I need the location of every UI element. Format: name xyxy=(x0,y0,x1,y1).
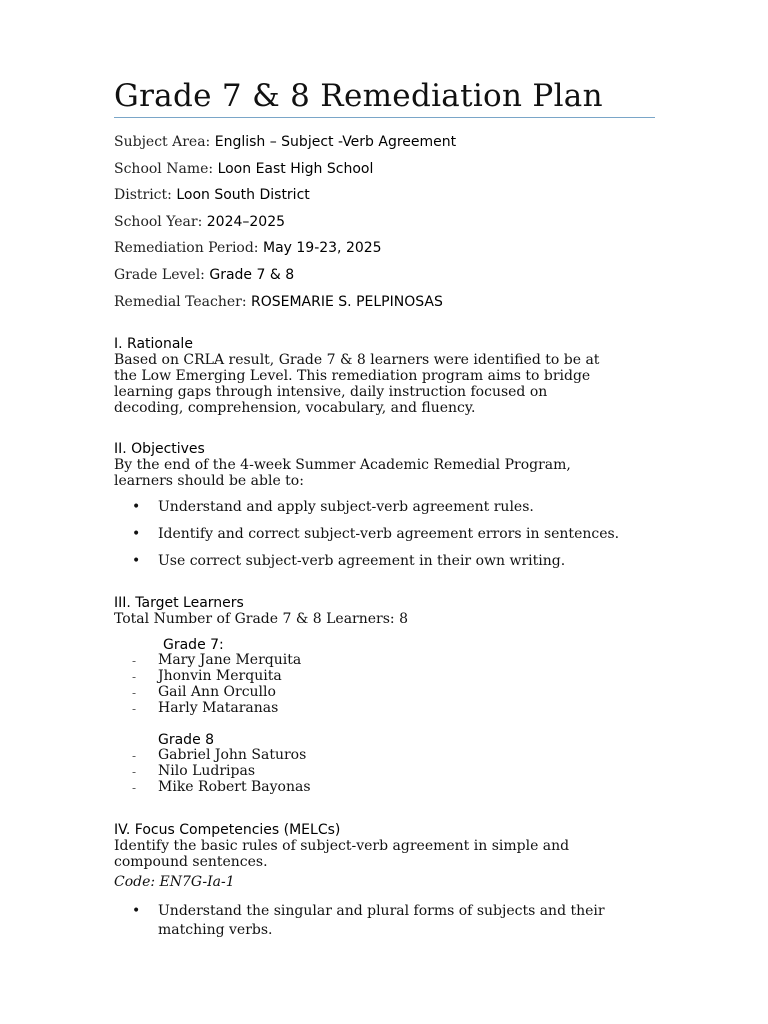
list-dash: - xyxy=(132,702,137,716)
rationale-paragraph xyxy=(114,352,659,416)
learner-name: Jhonvin Merquita xyxy=(158,668,282,684)
field-district xyxy=(114,187,310,203)
paragraph-line: the Low Emerging Level. This remediation program aims to bridge xyxy=(114,368,591,384)
bullet-text-line: matching verbs. xyxy=(158,922,273,938)
bullet-marker: • xyxy=(132,499,141,515)
field-value: Grade 7 & 8 xyxy=(209,267,295,283)
learner-name: Harly Mataranas xyxy=(158,700,279,716)
field-school-year xyxy=(114,214,285,230)
field-label: Grade Level: xyxy=(114,267,205,283)
list-dash: - xyxy=(132,654,137,668)
learner-name: Mary Jane Merquita xyxy=(158,652,302,668)
field-school-name xyxy=(114,161,373,177)
list-dash: - xyxy=(132,686,137,700)
field-label: School Name: xyxy=(114,161,214,177)
title-underline xyxy=(114,117,655,118)
field-value: 2024–2025 xyxy=(206,214,286,230)
learner-name: Nilo Ludripas xyxy=(158,763,256,779)
competencies-paragraph xyxy=(114,838,659,870)
learner-name: Mike Robert Bayonas xyxy=(158,779,311,795)
bullet-text: Understand and apply subject-verb agreement rules. xyxy=(158,499,534,515)
paragraph-line: learning gaps through intensive, daily instruction focused on xyxy=(114,384,548,400)
field-grade-level xyxy=(114,267,294,283)
field-remediation-period xyxy=(114,240,382,256)
field-label: School Year: xyxy=(114,214,203,230)
list-dash: - xyxy=(132,781,137,795)
grade8-label: Grade 8 xyxy=(158,732,215,748)
document-title: Grade 7 & 8 Remediation Plan xyxy=(114,78,603,114)
bullet-marker: • xyxy=(132,903,141,919)
competency-code: Code: EN7G-Ia-1 xyxy=(114,874,235,890)
paragraph-line: Identify the basic rules of subject-verb agreement in simple and xyxy=(114,838,570,854)
paragraph-line: Based on CRLA result, Grade 7 & 8 learners were identified to be at xyxy=(114,352,600,368)
list-dash: - xyxy=(132,765,137,779)
bullet-text: Identify and correct subject-verb agreement errors in sentences. xyxy=(158,526,620,542)
learner-name: Gail Ann Orcullo xyxy=(158,684,276,700)
list-dash: - xyxy=(132,670,137,684)
bullet-text xyxy=(158,902,658,940)
bullet-text: Use correct subject-verb agreement in their own writing. xyxy=(158,553,566,569)
field-label: District: xyxy=(114,187,172,203)
paragraph-line: compound sentences. xyxy=(114,854,268,870)
field-value: ROSEMARIE S. PELPINOSAS xyxy=(251,294,443,310)
learner-name: Gabriel John Saturos xyxy=(158,747,307,763)
bullet-text-line: Understand the singular and plural forms of subjects and their xyxy=(158,903,605,919)
grade7-label: Grade 7: xyxy=(163,637,224,653)
bullet-marker: • xyxy=(132,553,141,569)
field-subject-area xyxy=(114,134,456,150)
paragraph-line: decoding, comprehension, vocabulary, and fluency. xyxy=(114,400,476,416)
field-value: May 19-23, 2025 xyxy=(262,240,382,256)
paragraph-line: learners should be able to: xyxy=(114,473,304,489)
field-label: Subject Area: xyxy=(114,134,211,150)
field-value: Loon East High School xyxy=(217,161,374,177)
section-heading-target-learners: III. Target Learners xyxy=(114,595,244,611)
learners-total: Total Number of Grade 7 & 8 Learners: 8 xyxy=(114,611,408,627)
section-heading-objectives: II. Objectives xyxy=(114,441,205,457)
field-label: Remediation Period: xyxy=(114,240,259,256)
field-value: English – Subject -Verb Agreement xyxy=(214,134,457,150)
field-label: Remedial Teacher: xyxy=(114,294,247,310)
bullet-marker: • xyxy=(132,526,141,542)
field-value: Loon South District xyxy=(176,187,310,203)
section-heading-focus-competencies: IV. Focus Competencies (MELCs) xyxy=(114,822,341,838)
section-heading-rationale: I. Rationale xyxy=(114,336,193,352)
list-dash: - xyxy=(132,749,137,763)
field-remedial-teacher xyxy=(114,294,443,310)
paragraph-line: By the end of the 4-week Summer Academic Remedial Program, xyxy=(114,457,571,473)
objectives-paragraph xyxy=(114,457,659,489)
